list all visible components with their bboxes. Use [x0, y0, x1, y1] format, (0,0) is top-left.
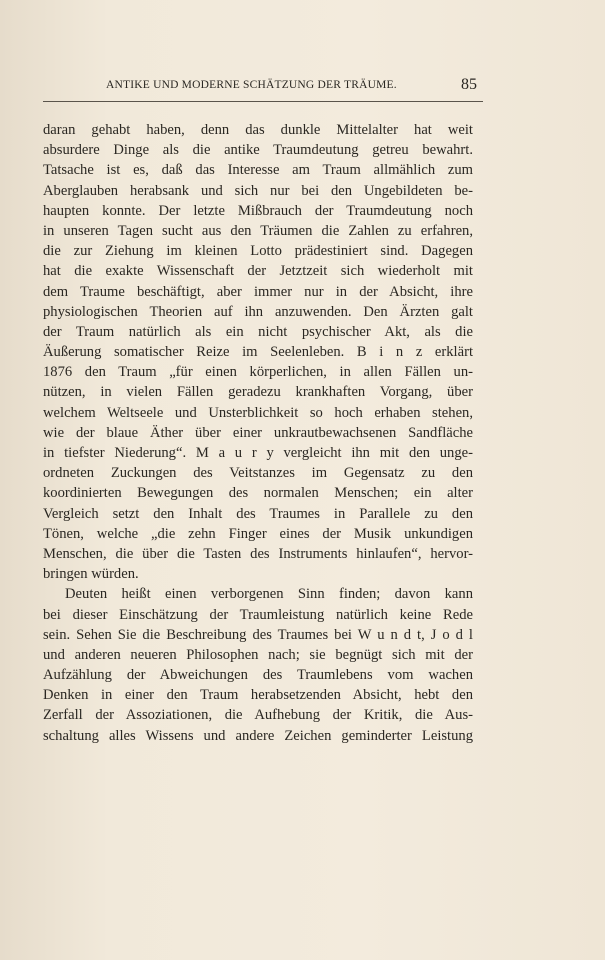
paragraph-2	[43, 584, 473, 746]
text-line: Äußerung somatischer Reize im Seelenleben. B i n z erklärt	[43, 344, 473, 361]
text-line: daran gehabt haben, denn das dunkle Mittelalter hat weit	[43, 122, 473, 138]
text-line: der Traum natürlich als ein nicht psychischer Akt, als die	[43, 323, 473, 340]
text-line: Tönen, welche „die zehn Finger eines der Musik unkundigen	[43, 525, 473, 542]
text-line: bringen würden.	[43, 566, 139, 583]
text-line: in unseren Tagen sucht aus den Träumen die Zahlen zu erfahren,	[43, 222, 473, 239]
text-line: Tatsache ist es, daß das Interesse am Traum allmählich zum	[43, 162, 473, 179]
text-line: in tiefster Niederung“. M a u r y vergleicht ihn mit den unge-	[43, 445, 473, 461]
text-line: Deuten heißt einen verborgenen Sinn finden; davon kann	[65, 586, 473, 603]
running-head-title: ANTIKE UND MODERNE SCHÄTZUNG DER TRÄUME.	[106, 79, 397, 91]
page-number: 85	[461, 76, 477, 93]
text-line: Zerfall der Assoziationen, die Aufhebung der Kritik, die Aus-	[43, 707, 473, 724]
text-line: hat die exakte Wissenschaft der Jetztzeit sich wiederholt mit	[43, 263, 473, 280]
text-line: ordneten Zuckungen des Veitstanzes im Gegensatz zu den	[43, 465, 473, 482]
text-line: schaltung alles Wissens und andere Zeichen geminderter Leistung	[43, 727, 473, 744]
text-line: haupten konnte. Der letzte Mißbrauch der Traumdeutung noch	[43, 202, 473, 219]
text-line: koordinierten Bewegungen des normalen Menschen; ein alter	[43, 485, 473, 502]
paragraph-1	[43, 120, 473, 584]
text-line: sein. Sehen Sie die Beschreibung des Traumes bei W u n d t, J o d l	[43, 626, 473, 643]
text-line: die zur Ziehung im kleinen Lotto prädestiniert sind. Dagegen	[43, 243, 473, 260]
text-line: Vergleich setzt den Inhalt des Traumes in Parallele zu den	[43, 505, 473, 522]
text-line: Menschen, die über die Tasten des Instruments hinlaufen“, hervor-	[43, 545, 473, 562]
text-line: absurdere Dinge als die antike Traumdeutung getreu bewahrt.	[43, 142, 473, 159]
text-line: Denken in einer den Traum herabsetzenden Absicht, hebt den	[43, 687, 473, 704]
text-line: Aufzählung der Abweichungen des Traumlebens vom wachen	[43, 667, 473, 684]
text-line: Aberglauben herabsank und sich nur bei den Ungebildeten be-	[43, 182, 473, 199]
text-line: dem Traume beschäftigt, aber immer nur in der Absicht, ihre	[43, 283, 473, 300]
text-line: physiologischen Theorien auf ihn anzuwenden. Den Ärzten galt	[43, 303, 473, 320]
text-line: wie der blaue Äther über einer unkrautbewachsenen Sandfläche	[43, 424, 473, 441]
body-text	[43, 120, 473, 746]
text-line: bei dieser Einschätzung der Traumleistung natürlich keine Rede	[43, 606, 473, 623]
text-line: 1876 den Traum „für einen körperlichen, in allen Fällen un-	[43, 364, 473, 381]
text-line: welchem Weltseele und Unsterblichkeit so hoch erhaben stehen,	[43, 404, 473, 421]
text-line: nützen, in vielen Fällen geradezu krankhaften Vorgang, über	[43, 384, 473, 401]
running-head	[43, 76, 483, 101]
text-line: und anderen neueren Philosophen nach; sie begnügt sich mit der	[43, 646, 473, 663]
header-rule	[43, 101, 483, 102]
